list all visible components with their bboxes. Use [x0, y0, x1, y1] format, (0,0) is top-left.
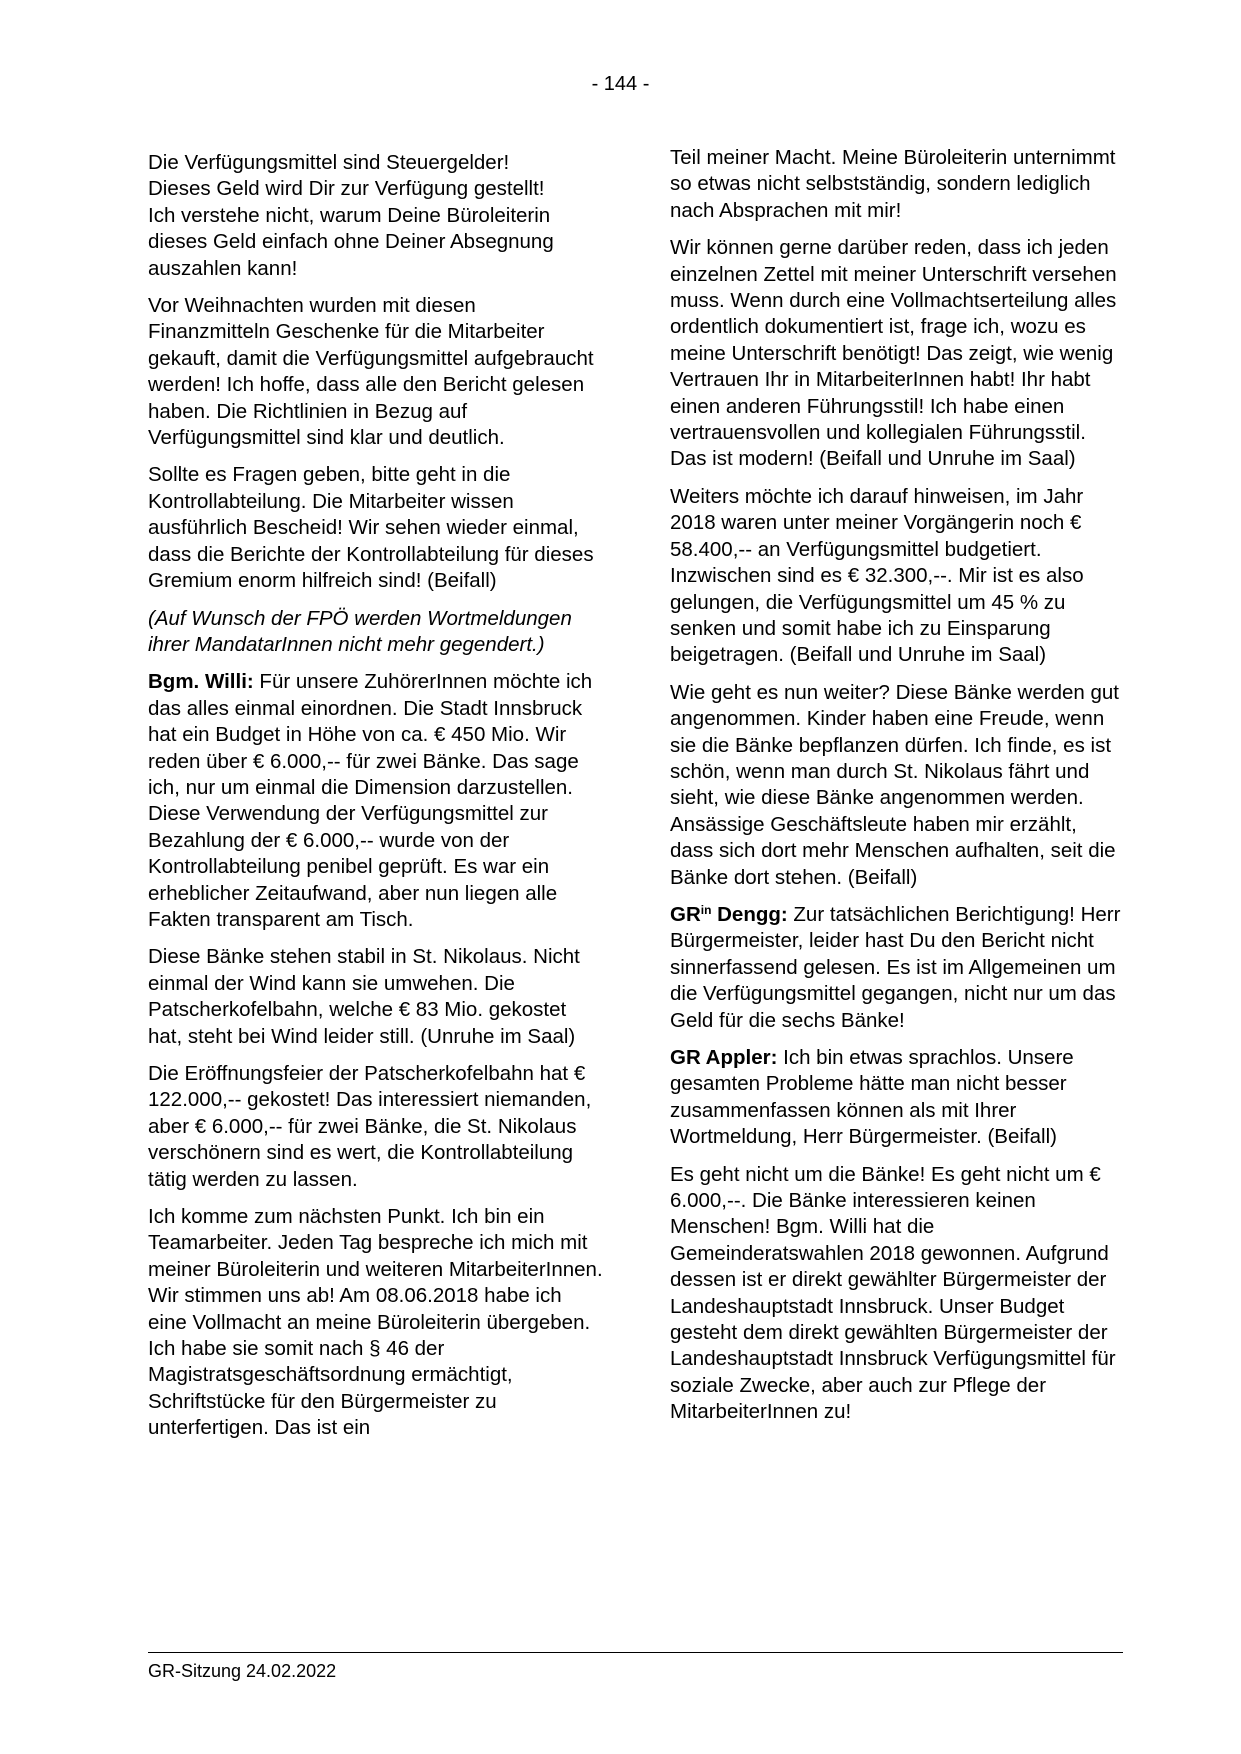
footer-text: GR-Sitzung 24.02.2022	[148, 1661, 337, 1681]
speaker-name: Bgm. Willi:	[148, 670, 254, 694]
paragraph: Weiters möchte ich darauf hinweisen, im Jahr 2018 waren unter meiner Vorgängerin noch € 58.400,-- an Verfügungsmittel budgetiert. Inzwischen sind es € 32.300,--. Mir ist es also gelungen, die Verfügungsmittel um 45 % zu senken und somit habe ich zu Einsparung beigetragen. (Beifall und Unruhe im Saal)	[670, 484, 1084, 667]
footer-divider	[148, 1652, 1123, 1653]
speech-paragraph	[670, 1045, 1125, 1151]
speaker-name: GR Appler:	[670, 1046, 778, 1069]
paragraph: Die Verfügungsmittel sind Steuergelder! Dieses Geld wird Dir zur Verfügung gestellt! Ich verstehe nicht, warum Deine Büroleiterin dieses Geld einfach ohne Deiner Absegnung auszahlen kann!	[148, 151, 554, 280]
speaker-title-suffix: in	[700, 902, 712, 917]
paragraph: Wie geht es nun weiter? Diese Bänke werden gut angenommen. Kinder haben eine Freude, wenn sie die Bänke bepflanzen dürfen. Ich finde, es ist schön, wenn man durch St. Nikolaus fährt und sieht, wie diese Bänke angenommen werden. Ansässige Geschäftsleute haben mir erzählt, dass sich dort mehr Menschen aufhalten, seit die Bänke dort stehen. (Beifall)	[670, 680, 1119, 889]
right-column	[670, 145, 1125, 1437]
page-number: - 144 -	[591, 73, 650, 95]
speaker-name	[670, 903, 788, 926]
paragraph: Sollte es Fragen geben, bitte geht in die Kontrollabteilung. Die Mitarbeiter wissen ausführlich Bescheid! Wir sehen wieder einmal, dass die Berichte der Kontrollabteilung für dieses Gremium enorm hilfreich sind! (Beifall)	[148, 463, 594, 593]
speaker-surname: Dengg:	[711, 902, 788, 926]
paragraph: Die Eröffnungsfeier der Patscherkofelbahn hat € 122.000,-- gekostet! Das interessiert niemanden, aber € 6.000,-- für zwei Bänke, die St. Nikolaus verschönern sind es wert, die Kontrollabteilung tätig werden zu lassen.	[148, 1062, 592, 1191]
speech-text: Für unsere ZuhörerInnen möchte ich das alles einmal einordnen. Die Stadt Innsbruck hat ein Budget in Höhe von ca. € 450 Mio. Wir reden über € 6.000,-- für zwei Bänke. Das sage ich, nur um einmal die Dimension darzustellen. Diese Verwendung der Verfügungsmittel zur Bezahlung der € 6.000,-- wurde von der Kontrollabteilung penibel geprüft. Es war ein erheblicher Zeitaufwand, aber nun liegen alle Fakten transparent am Tisch.	[148, 670, 593, 931]
speech-paragraph	[148, 669, 603, 933]
paragraph: Es geht nicht um die Bänke! Es geht nicht um € 6.000,--. Die Bänke interessieren keinen Menschen! Bgm. Willi hat die Gemeinderatswahlen 2018 gewonnen. Aufgrund dessen ist er direkt gewählter Bürgermeister der Landeshauptstadt Innsbruck. Unser Budget gesteht dem direkt gewählten Bürgermeister der Landeshauptstadt Innsbruck Verfügungsmittel für soziale Zwecke, aber auch zur Pflege der MitarbeiterInnen zu!	[670, 1162, 1116, 1424]
speech-paragraph	[670, 902, 1125, 1034]
paragraph: Teil meiner Macht. Meine Büroleiterin unternimmt so etwas nicht selbstständig, sondern lediglich nach Absprachen mit mir!	[670, 146, 1116, 222]
left-column	[148, 150, 603, 1453]
speech-text: Zur tatsächlichen Berichtigung! Herr Bürgermeister, leider hast Du den Bericht nicht sinnerfassend gelesen. Es ist im Allgemeinen um die Verfügungsmittel gegangen, nicht nur um das Geld für die sechs Bänke!	[670, 902, 1121, 1032]
paragraph: Wir können gerne darüber reden, dass ich jeden einzelnen Zettel mit meiner Unterschrift versehen muss. Wenn durch eine Vollmachtserteilung alles ordentlich dokumentiert ist, frage ich, wozu es meine Unterschrift benötigt! Das zeigt, wie wenig Vertrauen Ihr in MitarbeiterInnen habt! Ihr habt einen anderen Führungsstil! Ich habe einen vertrauensvollen und kollegialen Führungsstil. Das ist modern! (Beifall und Unruhe im Saal)	[670, 236, 1117, 471]
speaker-title: GR	[670, 902, 701, 926]
speech-text: Ich bin etwas sprachlos. Unsere gesamten Probleme hätte man nicht besser zusammenfassen können als mit Ihrer Wortmeldung, Herr Bürgermeister. (Beifall)	[670, 1046, 1074, 1149]
editorial-note: (Auf Wunsch der FPÖ werden Wortmeldungen ihrer MandatarInnen nicht mehr gegendert.)	[148, 606, 572, 656]
paragraph: Ich komme zum nächsten Punkt. Ich bin ein Teamarbeiter. Jeden Tag bespreche ich mich mit meiner Büroleiterin und weiteren MitarbeiterInnen. Wir stimmen uns ab! Am 08.06.2018 habe ich eine Vollmacht an meine Büroleiterin übergeben. Ich habe sie somit nach § 46 der Magistratsgeschäftsordnung ermächtigt, Schriftstücke für den Bürgermeister zu unterfertigen. Das ist ein	[148, 1205, 603, 1440]
paragraph: Diese Bänke stehen stabil in St. Nikolaus. Nicht einmal der Wind kann sie umwehen. Die Patscherkofelbahn, welche € 83 Mio. gekostet hat, steht bei Wind leider still. (Unruhe im Saal)	[148, 945, 580, 1048]
paragraph: Vor Weihnachten wurden mit diesen Finanzmitteln Geschenke für die Mitarbeiter gekauft, damit die Verfügungsmittel aufgebraucht werden! Ich hoffe, dass alle den Bericht gelesen haben. Die Richtlinien in Bezug auf Verfügungsmittel sind klar und deutlich.	[148, 294, 594, 450]
